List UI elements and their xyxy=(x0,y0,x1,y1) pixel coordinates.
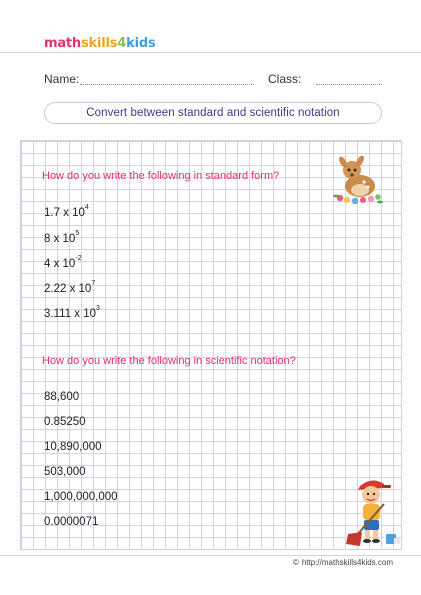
worksheet-title: Convert between standard and scientific notation xyxy=(44,102,382,124)
scientific-notation-question: How do you write the following in scientific notation? xyxy=(42,355,296,367)
list-item xyxy=(44,206,89,219)
item-base: 4 x 10 xyxy=(44,257,76,270)
list-item: 1,000,000,000 xyxy=(44,491,118,503)
list-item xyxy=(44,257,82,270)
class-label: Class: xyxy=(268,72,302,86)
item-exponent: 7 xyxy=(91,280,96,287)
site-logo[interactable] xyxy=(44,36,156,52)
item-base: 3.111 x 10 xyxy=(44,307,97,320)
standard-form-question: How do you write the following in standard form? xyxy=(42,170,280,182)
item-exponent: 4 xyxy=(84,204,89,211)
item-base: 1.7 x 10 xyxy=(44,206,85,219)
list-item: 0.0000071 xyxy=(44,516,99,528)
item-exponent: 5 xyxy=(75,230,80,237)
name-class-row xyxy=(0,72,421,90)
list-item: 503,000 xyxy=(44,466,86,478)
logo-kids: kids xyxy=(126,36,156,51)
copyright-icon: © xyxy=(292,558,299,567)
list-item xyxy=(44,232,79,245)
kid-sweeping-illustration-icon xyxy=(344,474,404,550)
list-item: 10,890,000 xyxy=(44,441,102,453)
logo-math: math xyxy=(44,36,81,51)
class-field[interactable] xyxy=(316,84,382,85)
item-base: 2.22 x 10 xyxy=(44,282,92,295)
name-field[interactable] xyxy=(80,84,254,85)
logo-skills: skills xyxy=(81,36,118,51)
footer-url-link[interactable]: http://mathskills4kids.com xyxy=(301,558,393,567)
footer xyxy=(293,558,393,567)
item-base: 8 x 10 xyxy=(44,232,76,245)
list-item: 88,600 xyxy=(44,391,80,403)
name-label: Name: xyxy=(44,72,80,86)
logo-four: 4 xyxy=(117,36,127,51)
deer-illustration-icon xyxy=(330,148,386,208)
list-item xyxy=(44,282,95,295)
list-item: 0.85250 xyxy=(44,416,86,428)
logo-wordmark xyxy=(44,36,156,51)
item-exponent: 3 xyxy=(96,305,100,312)
list-item xyxy=(44,307,100,320)
footer-divider xyxy=(0,555,421,556)
item-exponent: -2 xyxy=(75,255,82,262)
header-divider xyxy=(0,52,421,53)
